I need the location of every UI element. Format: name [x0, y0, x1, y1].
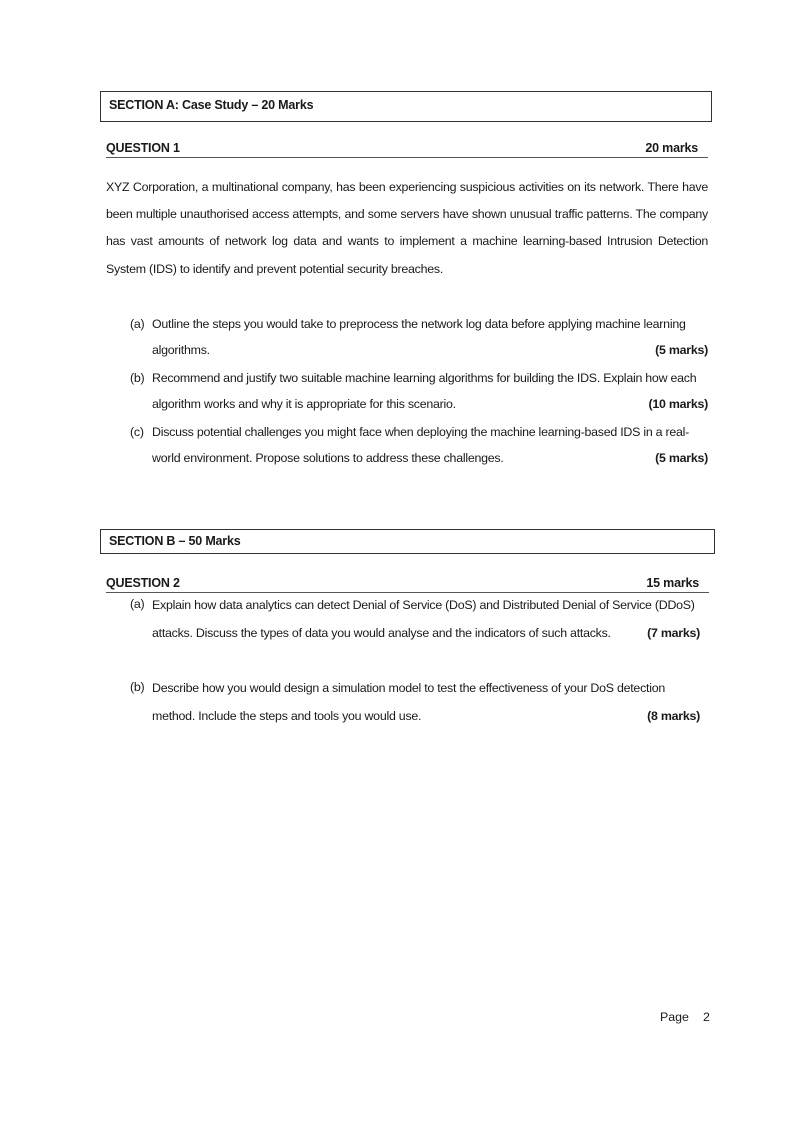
- section-a-header: [100, 91, 712, 122]
- part-text: Recommend and justify two suitable machine learning algorithms for building the IDS. Explain how each algorithm works and why it is appropriate for this scenario.: [152, 371, 697, 411]
- part-label: (a): [130, 317, 145, 331]
- part-text: Outline the steps you would take to preprocess the network log data before applying machine learning algorithms.: [152, 317, 686, 357]
- part-label: (b): [130, 680, 145, 694]
- question-1-part-a: [130, 312, 708, 363]
- question-1-marks: 20 marks: [645, 141, 698, 155]
- section-b-title: SECTION B – 50 Marks: [109, 534, 241, 548]
- section-a-title: SECTION A: Case Study – 20 Marks: [109, 98, 314, 112]
- part-label: (c): [130, 425, 144, 439]
- question-2-header: [106, 576, 709, 593]
- page-label: Page: [660, 1010, 689, 1024]
- part-marks: (7 marks): [647, 625, 700, 640]
- part-marks: (8 marks): [647, 708, 700, 723]
- page-number-value: 2: [702, 1010, 710, 1024]
- question-1-part-c: [130, 420, 708, 471]
- part-label: (b): [130, 371, 145, 385]
- part-label: (a): [130, 597, 145, 611]
- part-text: Explain how data analytics can detect Denial of Service (DoS) and Distributed Denial of Service (DDoS) attacks. Discuss the types of data you would analyse and the indicators of such attacks.: [152, 598, 695, 640]
- question-2-marks: 15 marks: [646, 576, 699, 590]
- part-text: Describe how you would design a simulation model to test the effectiveness of your DoS detection method. Include the steps and tools you would use.: [152, 681, 665, 723]
- part-marks: (5 marks): [655, 450, 708, 465]
- question-1-label: QUESTION 1: [106, 141, 180, 155]
- part-marks: (10 marks): [648, 396, 708, 411]
- section-b-header: [100, 529, 715, 554]
- page-number: [660, 1010, 724, 1024]
- question-1-header: [106, 141, 708, 158]
- question-1-part-b: [130, 366, 708, 417]
- question-2-part-a: [130, 592, 700, 647]
- question-2-label: QUESTION 2: [106, 576, 180, 590]
- question-1-case-text: XYZ Corporation, a multinational company, has been experiencing suspicious activities on its network. There have been multiple unauthorised access attempts, and some servers have shown unusual traffic patterns. The company has vast amounts of network log data and wants to implement a machine learning-based Intrusion Detection System (IDS) to identify and prevent potential security breaches.: [106, 180, 708, 276]
- question-2-part-b: [130, 675, 700, 730]
- part-marks: (5 marks): [655, 342, 708, 357]
- part-text: Discuss potential challenges you might face when deploying the machine learning-based IDS in a real-world environment. Propose solutions to address these challenges.: [152, 425, 690, 465]
